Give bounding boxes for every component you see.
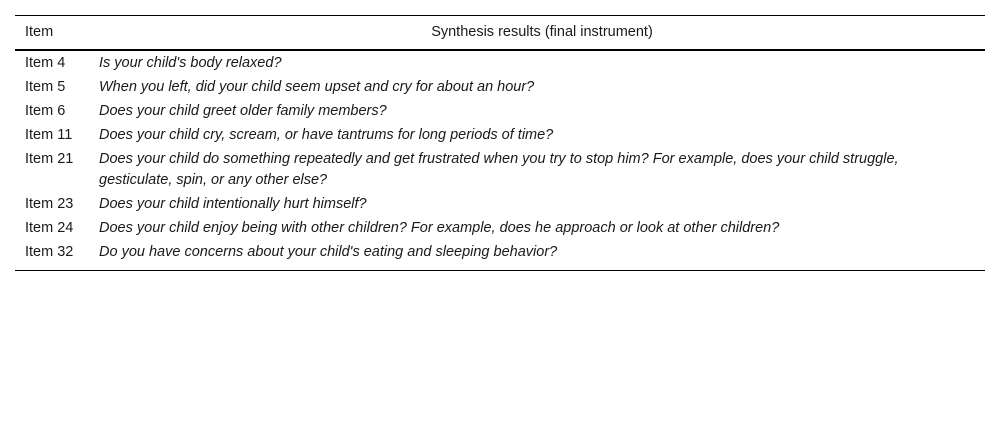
- table-row: [15, 50, 985, 75]
- table-row: [15, 123, 985, 147]
- row-question-text: Does your child do something repeatedly and get frustrated when you try to stop him? For example, does your child struggle, gesticulate, spin, or any other else?: [99, 151, 899, 188]
- header-row: [15, 16, 985, 51]
- row-item-label: Item 11: [25, 127, 73, 143]
- table-header: [15, 16, 985, 51]
- row-item-label: Item 23: [25, 196, 74, 212]
- synthesis-table: [15, 15, 985, 271]
- row-item-label: Item 21: [25, 151, 74, 167]
- header-item: Item: [15, 16, 89, 51]
- synthesis-table-container: [15, 15, 985, 271]
- row-item-label: Item 32: [15, 240, 89, 271]
- header-synthesis-results: Synthesis results (final instrument): [89, 16, 985, 51]
- table-body: [15, 50, 985, 271]
- row-item-label: Item 4: [25, 55, 66, 71]
- table-row: [15, 99, 985, 123]
- row-question-text: Does your child intentionally hurt himself?: [99, 196, 367, 212]
- table-row: [15, 147, 985, 192]
- row-item-label: Item 5: [25, 79, 66, 95]
- row-question-text: Does your child enjoy being with other children? For example, does he approach or look at other children?: [99, 220, 780, 236]
- row-question-text: When you left, did your child seem upset and cry for about an hour?: [99, 79, 535, 95]
- row-item-label: Item 24: [25, 220, 74, 236]
- row-question-text: Does your child greet older family members?: [99, 103, 387, 119]
- table-row: [15, 192, 985, 216]
- row-question-text: Do you have concerns about your child's eating and sleeping behavior?: [89, 240, 985, 271]
- table-row: [15, 216, 985, 240]
- row-question-text: Does your child cry, scream, or have tantrums for long periods of time?: [99, 127, 554, 143]
- row-question-text: Is your child's body relaxed?: [99, 55, 282, 71]
- row-item-label: Item 6: [25, 103, 66, 119]
- table-row: [15, 75, 985, 99]
- table-row: [15, 240, 985, 271]
